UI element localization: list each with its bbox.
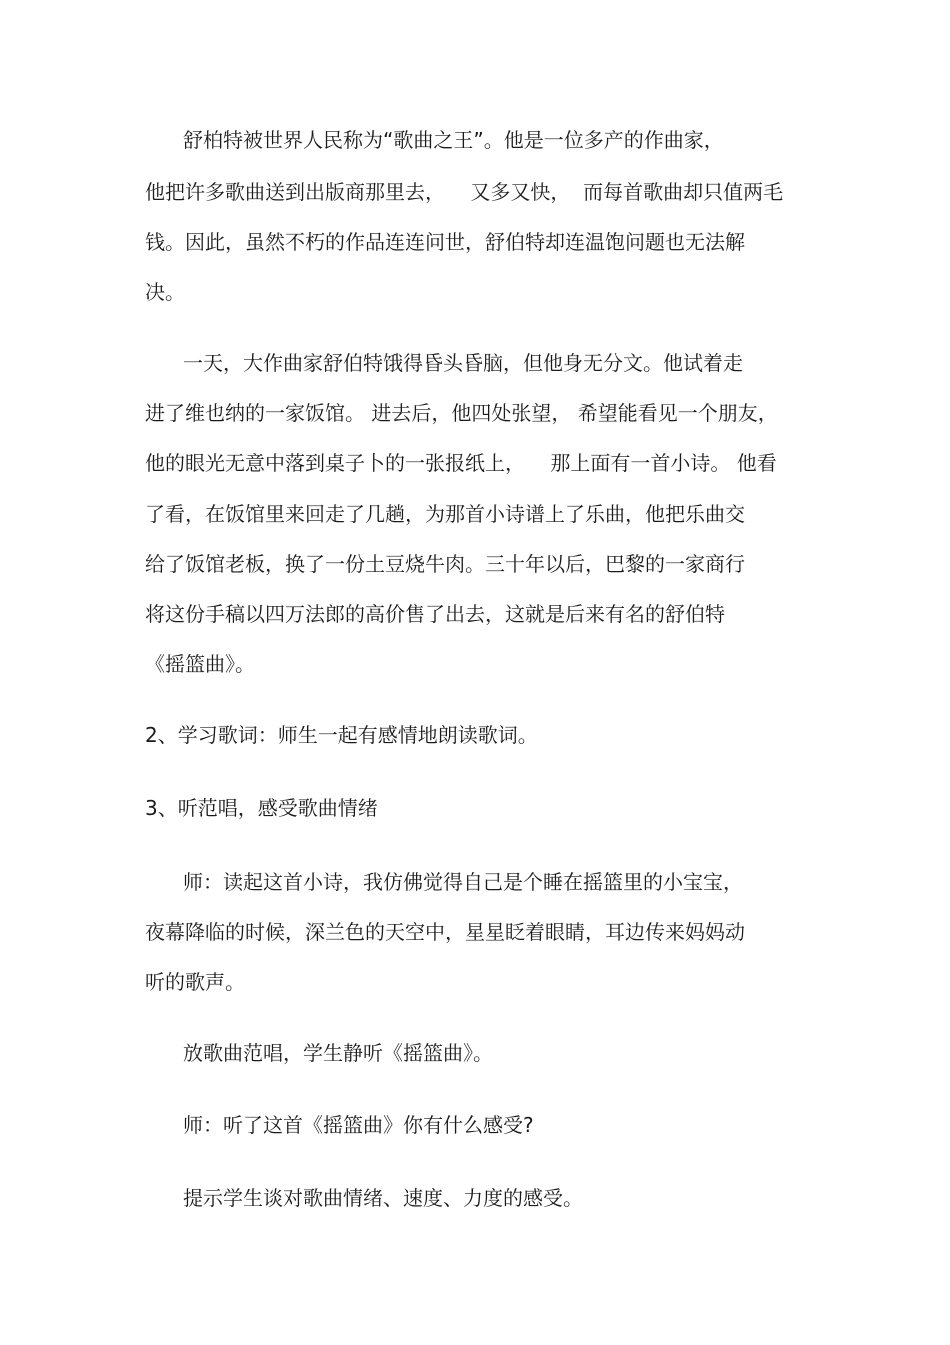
text-line: 他把许多歌曲送到出版商那里去， 又多又快， 而每首歌曲却只值两毛 [145,180,784,204]
paragraph-prompt-students: 提示学生谈对歌曲情绪、速度、力度的感受。 [183,1186,583,1210]
list-item-2: 2、学习歌词：师生一起有感情地朗读歌词。 [145,723,538,747]
text-line: 舒柏特被世界人民称为“歌曲之王”。他是一位多产的作曲家， [183,128,724,152]
paragraph-teacher-question: 师：听了这首《摇篮曲》你有什么感受? [183,1113,534,1137]
text-line: 《摇篮曲》。 [145,652,255,676]
text-line: 给了饭馆老板，换了一份土豆烧牛肉。三十年以后，巴黎的一家商行 [145,552,745,576]
text-line: 师：读起这首小诗，我仿佛觉得自己是个睡在摇篮里的小宝宝， [183,870,743,894]
text-line: 听的歌声。 [145,970,245,994]
text-line: 钱。因此，虽然不朽的作品连连问世，舒伯特却连温饱问题也无法解 [145,230,745,254]
text-line: 他的眼光无意中落到桌子卜的一张报纸上， 那上面有一首小诗。 他看 [145,451,777,475]
text-line: 了看，在饭馆里来回走了几趟，为那首小诗谱上了乐曲，他把乐曲交 [145,502,745,526]
text-line: 将这份手稿以四万法郎的高价售了出去，这就是后来有名的舒伯特 [145,602,725,626]
paragraph-play-song: 放歌曲范唱，学生静听《摇篮曲》。 [183,1041,493,1065]
list-item-3: 3、听范唱，感受歌曲情绪 [145,796,378,820]
text-line: 夜幕降临的时候，深兰色的天空中，星星眨着眼睛，耳边传来妈妈动 [145,920,745,944]
text-line: 一天，大作曲家舒伯特饿得昏头昏脑，但他身无分文。他试着走 [183,351,743,375]
text-line: 决。 [145,280,185,304]
text-line: 进了维也纳的一家饭馆。 进去后，他四处张望， 希望能看见一个朋友， [145,401,778,425]
